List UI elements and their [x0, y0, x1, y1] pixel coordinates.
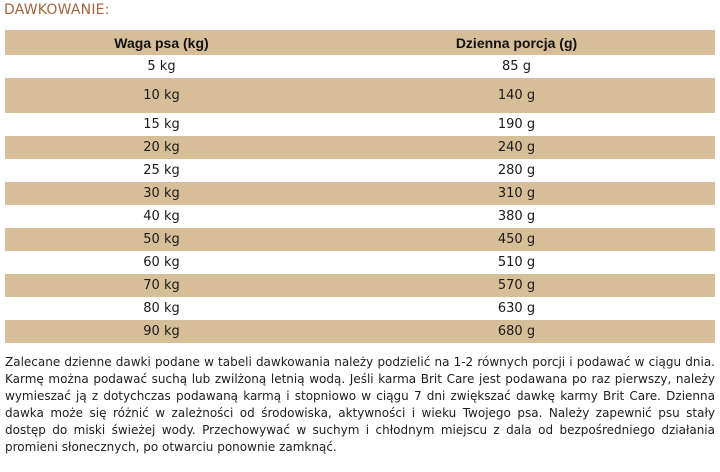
- weight-cell: 60 kg: [143, 255, 180, 270]
- portion-cell: 85 g: [502, 59, 531, 74]
- weight-cell: 15 kg: [143, 117, 180, 132]
- table-row: [5, 136, 715, 159]
- weight-cell: 10 kg: [143, 88, 180, 103]
- portion-cell: 280 g: [497, 163, 536, 178]
- header-dog-weight: Waga psa (kg): [114, 34, 209, 51]
- table-row: [5, 251, 715, 274]
- table-row: [5, 78, 715, 113]
- portion-cell: 450 g: [497, 232, 536, 247]
- table-header-row: [5, 30, 715, 55]
- portion-cell: 510 g: [497, 255, 536, 270]
- weight-cell: 30 kg: [143, 186, 180, 201]
- weight-cell: 80 kg: [143, 301, 180, 316]
- portion-cell: 240 g: [497, 140, 536, 155]
- portion-cell: 680 g: [497, 324, 536, 339]
- table-row: [5, 159, 715, 182]
- table-row: [5, 55, 715, 78]
- table-row: [5, 297, 715, 320]
- table-row: [5, 320, 715, 343]
- table-body: [5, 55, 715, 343]
- feeding-instructions: Zalecane dzienne dawki podane w tabeli dawkowania należy podzielić na 1-2 równych porcji i podawać w ciągu dnia. Karmę można podawać suchą lub zwilżoną letnią wodą. Jeśli karma Brit Care jest podawana po raz pierwszy, należy wymieszać ją z dotychczas podawaną karmą i stopniowo w ciągu 7 dni zwiększać dawkę karmy Brit Care. Dzienna dawka może się różnić w zależności od środowiska, aktywności i wieku Twojego psa. Należy zapewnić psu stały dostęp do miski świeżej wody. Przechowywać w suchym i chłodnym miejscu z dala od bezpośredniego działania promieni słonecznych, po otwarciu ponownie zamknąć.: [5, 355, 715, 454]
- table-row: [5, 274, 715, 297]
- portion-cell: 380 g: [497, 209, 536, 224]
- weight-cell: 90 kg: [143, 324, 180, 339]
- portion-cell: 310 g: [497, 186, 536, 201]
- portion-cell: 140 g: [497, 88, 536, 103]
- weight-cell: 50 kg: [143, 232, 180, 247]
- portion-cell: 570 g: [497, 278, 536, 293]
- weight-cell: 25 kg: [143, 163, 180, 178]
- weight-cell: 20 kg: [143, 140, 180, 155]
- dosage-table: [5, 30, 715, 343]
- portion-cell: 630 g: [497, 301, 536, 316]
- weight-cell: 5 kg: [147, 59, 176, 74]
- header-daily-portion: Dzienna porcja (g): [455, 34, 578, 51]
- portion-cell: 190 g: [497, 117, 536, 132]
- weight-cell: 40 kg: [143, 209, 180, 224]
- table-row: [5, 113, 715, 136]
- section-title: DAWKOWANIE:: [4, 2, 110, 18]
- table-row: [5, 228, 715, 251]
- weight-cell: 70 kg: [143, 278, 180, 293]
- table-row: [5, 182, 715, 205]
- table-row: [5, 205, 715, 228]
